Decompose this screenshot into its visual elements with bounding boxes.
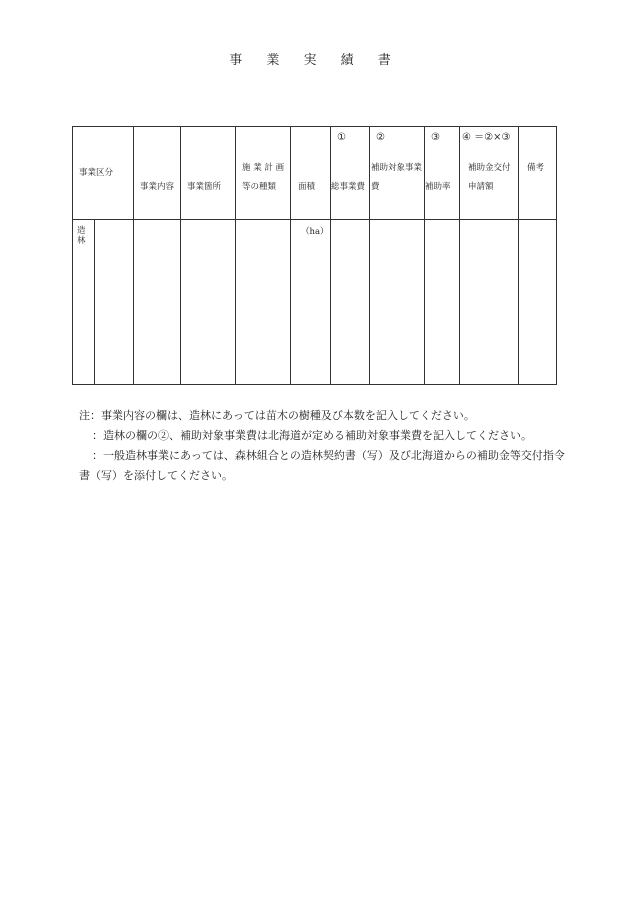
table-border-top <box>72 126 557 127</box>
table-border-right <box>556 126 557 385</box>
column-line <box>330 126 331 385</box>
header-rate-number: ③ <box>431 132 440 143</box>
notes <box>79 406 599 486</box>
note-line: 注：事業内容の欄は、造林にあっては苗木の樹種及び本数を記入してください。 <box>79 409 475 422</box>
category-split-line <box>94 219 95 385</box>
header-plan-type-line2: 等の種類 <box>242 182 277 192</box>
performance-table <box>72 126 557 385</box>
header-rate: 補助率 <box>425 182 451 192</box>
header-grant-line1: 補助金交付 <box>468 163 511 173</box>
header-remarks: 備考 <box>527 163 545 173</box>
header-total-number: ① <box>337 132 346 143</box>
header-grant-formula: ④ ＝②×③ <box>462 132 511 143</box>
category-label-char1: 造 <box>77 226 86 236</box>
area-unit: （ha） <box>301 227 329 237</box>
note-line: ：一般造林事業にあっては、森林組合との造林契約書（写）及び北海道からの補助金等交付指令 <box>92 449 565 462</box>
column-line <box>459 126 460 385</box>
column-line <box>290 126 291 385</box>
column-line <box>180 126 181 385</box>
header-area: 面積 <box>298 182 316 192</box>
table-border-left <box>72 126 73 385</box>
header-eligible-number: ② <box>376 132 385 143</box>
document-title: 事 業 実 績 書 <box>229 53 401 68</box>
table-border-bottom <box>72 384 557 385</box>
category-label-char2: 林 <box>77 236 86 246</box>
note-line: ：造林の欄の②、補助対象事業費は北海道が定める補助対象事業費を記入してください。 <box>92 429 532 442</box>
header-content: 事業内容 <box>140 182 175 192</box>
column-line <box>369 126 370 385</box>
note-line: 書（写）を添付してください。 <box>79 469 233 482</box>
column-line <box>235 126 236 385</box>
header-eligible-line2: 費 <box>371 182 380 192</box>
header-grant-line2: 申請額 <box>468 182 494 192</box>
header-category: 事業区分 <box>79 168 114 178</box>
header-eligible-line1: 補助対象事業 <box>371 163 423 173</box>
header-plan-type-line1: 施 業 計 画 <box>242 163 285 173</box>
header-location: 事業箇所 <box>187 182 222 192</box>
column-line <box>518 126 519 385</box>
header-separator <box>72 219 557 220</box>
column-line <box>424 126 425 385</box>
column-line <box>133 126 134 385</box>
header-total: 総事業費 <box>331 182 366 192</box>
